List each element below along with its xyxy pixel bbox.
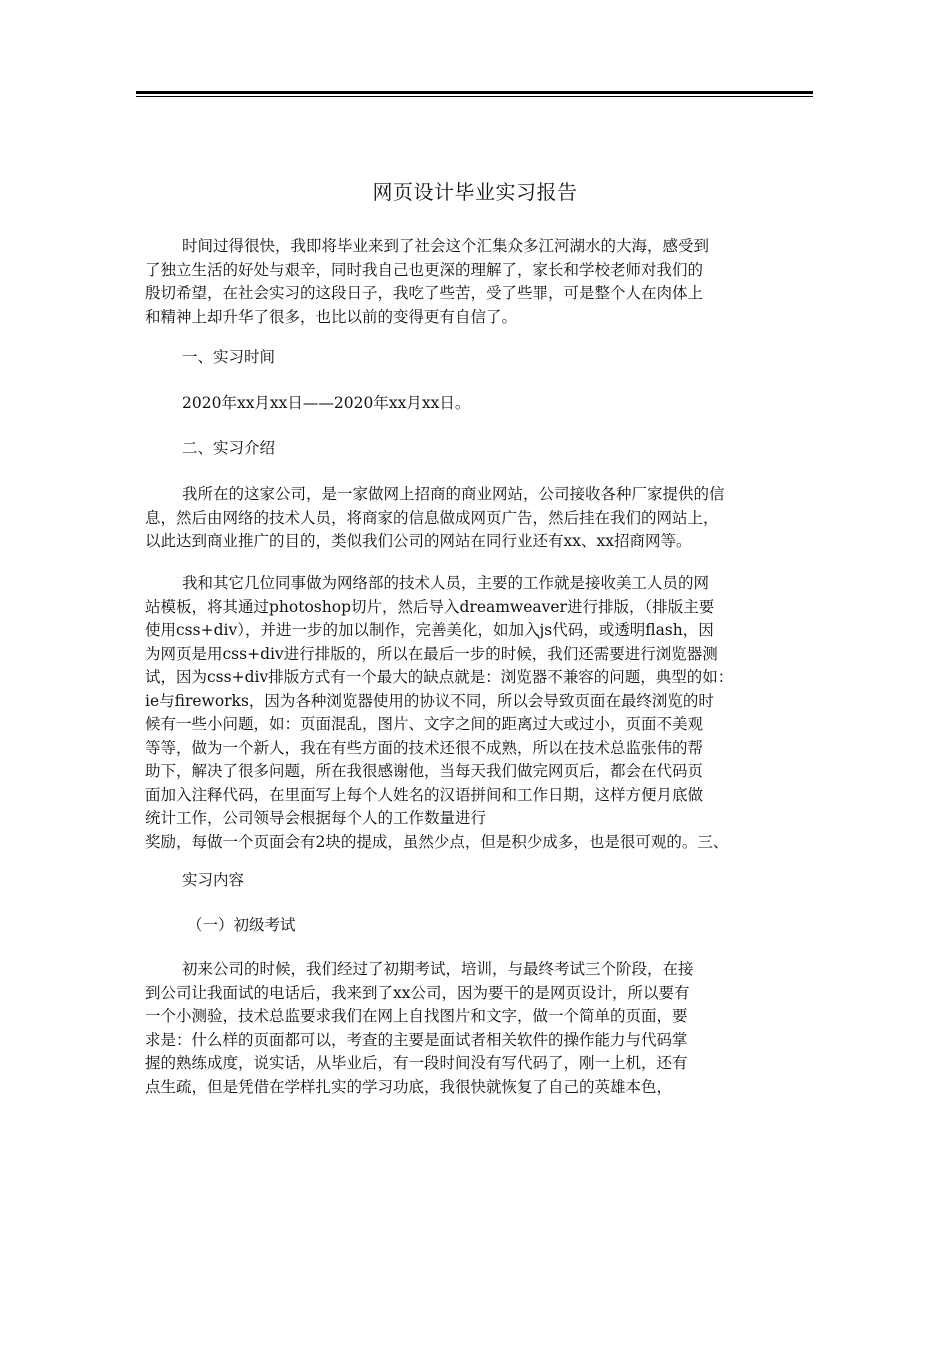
company-paragraph [145,483,825,554]
work-line: ie与fireworks，因为各种浏览器使用的协议不同，所以会导致页面在最终浏览的时 [145,691,714,710]
intro-paragraph [145,235,825,329]
work-line: 为网页是用css+div进行排版的，所以在最后一步的时候，我们还需要进行浏览器测 [145,644,718,663]
intro-line: 和精神上却升华了很多，也比以前的变得更有自信了。 [145,307,518,326]
intro-line: 了独立生活的好处与艰辛，同时我自己也更深的理解了，家长和学校老师对我们的 [145,260,704,279]
section-heading-internship-content: 实习内容 [182,871,245,889]
document-title: 网页设计毕业实习报告 [372,180,578,204]
company-line: 我所在的这家公司，是一家做网上招商的商业网站，公司接收各种厂家提供的信 [182,485,725,503]
work-line: 统计工作，公司领导会根据每个人的工作数量进行 [145,809,487,827]
section-heading-internship-time: 一、实习时间 [182,348,276,366]
exam-line: 求是：什么样的页面都可以，考查的主要是面试者相关软件的操作能力与代码掌 [145,1030,688,1049]
section-heading-internship-intro: 二、实习介绍 [182,439,276,457]
work-line: 等等，做为一个新人，我在有些方面的技术还很不成熟，所以在技术总监张伟的帮 [145,738,704,757]
company-line: 息，然后由网络的技术人员，将商家的信息做成网页广告，然后挂在我们的网站上， [145,508,719,527]
exam-line: 一个小测验，技术总监要求我们在网上自找图片和文字，做一个简单的页面，要 [145,1007,688,1025]
work-line: 候有一些小问题，如：页面混乱，图片、文字之间的距离过大或过小，页面不美观 [145,715,704,733]
work-line: 站模板，将其通过photoshop切片，然后导入dreamweaver进行排版，（排版主要 [145,597,715,616]
work-line: 奖励，每做一个页面会有2块的提成，虽然少点，但是积少成多，也是很可观的。三、 [145,832,729,851]
intro-line: 时间过得很快，我即将毕业来到了社会这个汇集众多江河湖水的大海，感受到 [182,237,710,255]
exam-paragraph [145,958,825,1099]
subsection-heading-initial-exam: （一）初级考试 [187,916,296,934]
internship-date-range: 2020年xx月xx日——2020年xx月xx日。 [182,394,471,412]
exam-line: 到公司让我面试的电话后，我来到了xx公司，因为要干的是网页设计，所以要有 [145,983,690,1002]
company-line: 以此达到商业推广的目的，类似我们公司的网站在同行业还有xx、xx招商网等。 [145,532,692,550]
work-line: 助下，解决了很多问题，所在我很感谢他，当每天我们做完网页后，都会在代码页 [145,762,704,780]
exam-line: 初来公司的时候，我们经过了初期考试，培训，与最终考试三个阶段，在接 [182,960,694,978]
header-rule-thin [136,96,813,97]
work-paragraph [145,572,825,854]
work-line: 使用css+div），并进一步的加以制作，完善美化，如加入js代码，或透明flash，因 [145,621,714,639]
work-line: 我和其它几位同事做为网络部的技术人员，主要的工作就是接收美工人员的网 [182,574,710,592]
exam-line: 握的熟练成度，说实话，从毕业后，有一段时间没有写代码了，刚一上机，还有 [145,1054,688,1072]
work-line: 面加入注释代码，在里面写上每个人姓名的汉语拼间和工作日期，这样方便月底做 [145,785,704,804]
exam-line: 点生疏，但是凭借在学样扎实的学习功底，我很快就恢复了自己的英雄本色， [145,1077,673,1096]
header-rule-thick [136,91,813,94]
work-line: 试，因为css+div排版方式有一个最大的缺点就是：浏览器不兼容的问题，典型的如： [145,668,734,686]
intro-line: 殷切希望，在社会实习的这段日子，我吃了些苦，受了些罪，可是整个人在肉体上 [145,284,704,302]
